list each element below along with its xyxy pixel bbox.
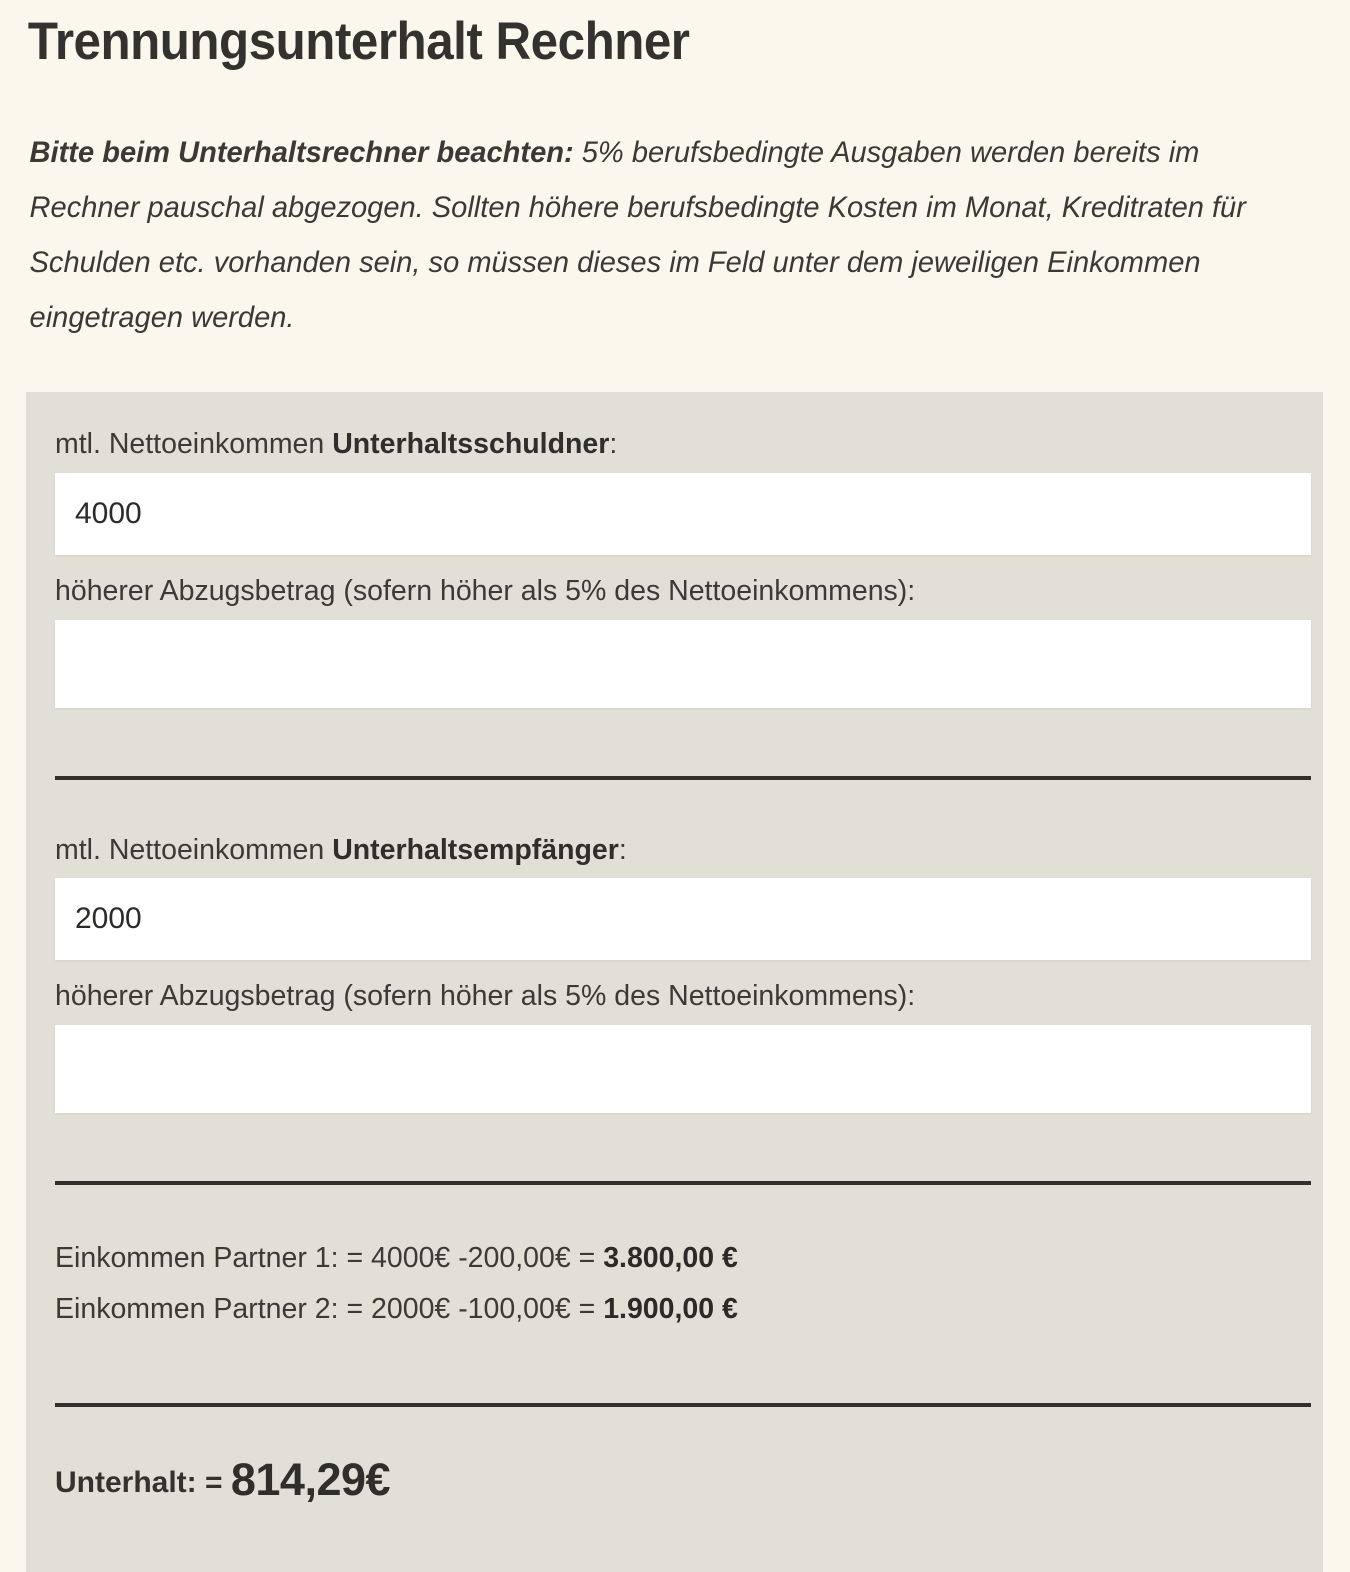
result-partner-2-prefix: Einkommen Partner 2: = 2000€ -100,00€ = (55, 1292, 604, 1325)
debtor-income-label-strong: Unterhaltsschuldner (332, 428, 610, 460)
debtor-deduction-input[interactable] (55, 620, 1311, 708)
result-partner-2-amount: 1.900,00 € (603, 1292, 738, 1325)
intro-notice (0, 70, 1330, 346)
result-partner-1 (26, 1233, 1323, 1284)
section-gap-1 (26, 708, 1323, 776)
page-title: Trennungsunterhalt Rechner (27, 12, 690, 71)
total-gap-top (26, 1407, 1323, 1455)
recipient-income-input[interactable] (55, 878, 1311, 960)
debtor-deduction-label: höherer Abzugsbetrag (sofern höher als 5% des Nettoeinkommens): (55, 574, 916, 607)
recipient-income-label-prefix: mtl. Nettoeinkommen (55, 833, 333, 866)
debtor-income-label (26, 392, 1323, 461)
recipient-income-label-strong: Unterhaltsempfänger (332, 833, 619, 866)
panel-bottom-padding (26, 1504, 1323, 1572)
results-gap-bottom (26, 1335, 1323, 1403)
debtor-income-input[interactable] (55, 473, 1311, 555)
intro-lead-in: Bitte beim Unterhaltsrechner beachten: (29, 135, 574, 169)
recipient-income-label-suffix: : (618, 833, 627, 866)
total-unterhalt-label: Unterhalt: = (55, 1465, 231, 1499)
total-unterhalt-amount: 814,29€ (230, 1453, 391, 1505)
recipient-deduction-input[interactable] (55, 1025, 1311, 1113)
intro-body: 5% berufsbedingte Ausgaben werden bereits im Rechner pauschal abgezogen. Sollten höhere berufsbedingte Kosten im Monat, Kreditraten für Schulden etc. vorhanden sein, so müssen dieses im Feld unter dem jeweiligen Einkommen eingetragen werden. (29, 135, 1246, 335)
recipient-deduction-label: höherer Abzugsbetrag (sofern höher als 5% des Nettoeinkommens): (55, 980, 916, 1013)
section-gap-2 (26, 1113, 1323, 1181)
result-partner-1-amount: 3.800,00 € (603, 1242, 738, 1275)
result-partner-1-prefix: Einkommen Partner 1: = 4000€ -200,00€ = (55, 1242, 604, 1275)
debtor-income-label-prefix: mtl. Nettoeinkommen (55, 428, 333, 460)
results-gap-top (26, 1185, 1323, 1233)
total-unterhalt-line (26, 1455, 1323, 1505)
recipient-income-label (26, 780, 1323, 867)
result-partner-2 (26, 1284, 1323, 1335)
debtor-income-label-suffix: : (609, 428, 618, 460)
calculator-form-panel (26, 392, 1323, 1572)
